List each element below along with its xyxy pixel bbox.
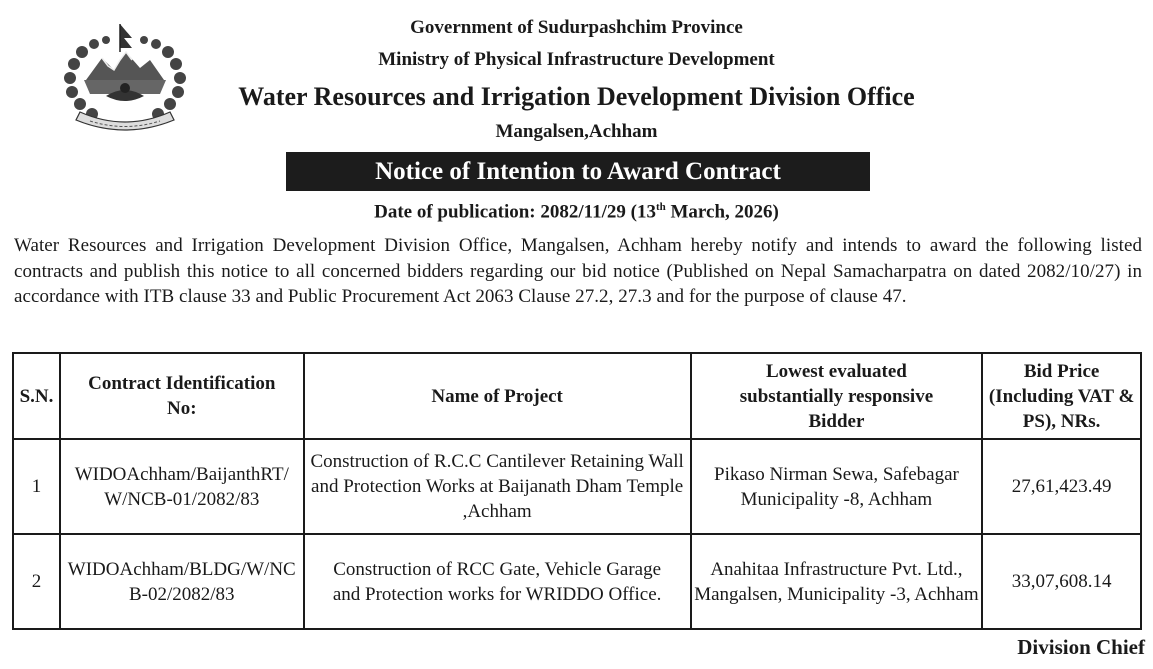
cell-sn: 1: [13, 439, 60, 534]
header-sn: S.N.: [13, 353, 60, 439]
publication-date-bs: 2082/11/29: [540, 201, 626, 223]
cell-project-text: Construction of RCC Gate, Vehicle Garage and Protection works for WRIDDO Office.: [332, 558, 662, 605]
header-project: Name of Project: [304, 353, 691, 439]
contracts-table: [12, 352, 1142, 630]
cell-contract-id-text: WIDOAchham/BLDG/W/NCB-02/2082/83: [67, 558, 296, 605]
ministry-name: Ministry of Physical Infrastructure Development: [378, 49, 775, 70]
publication-date-rest: March, 2026: [670, 201, 773, 223]
header-price: Bid Price (Including VAT & PS), NRs.: [982, 353, 1141, 439]
cell-price: 33,07,608.14: [982, 534, 1141, 629]
publication-label: Date of publication:: [374, 201, 536, 223]
cell-contract-id-text: WIDOAchham/BaijanthRT/W/NCB-01/2082/83: [74, 463, 289, 510]
signature-title: Division Chief: [1017, 635, 1145, 659]
publication-date: Date of publication: 2082/11/29 (13th March, 2026): [374, 201, 779, 223]
cell-contract-id: [60, 534, 304, 629]
government-name: Government of Sudurpashchim Province: [410, 17, 743, 38]
header-bidder-text: Lowest evaluated substantially responsive Bidder: [739, 360, 934, 432]
cell-project: [304, 534, 691, 629]
header-contract-id: [60, 353, 304, 439]
table-row: [13, 439, 1141, 534]
office-location: Mangalsen,Achham: [495, 121, 658, 142]
office-name: Water Resources and Irrigation Development Division Office: [238, 82, 915, 111]
publication-date-day: 13: [636, 201, 656, 223]
cell-project: Construction of R.C.C Cantilever Retaining Wall and Protection Works at Baijanath Dham Temple ,Achham: [304, 439, 691, 534]
notice-title: Notice of Intention to Award Contract: [286, 152, 870, 191]
header-bidder: [691, 353, 983, 439]
table-row: [13, 534, 1141, 629]
cell-price: 27,61,423.49: [982, 439, 1141, 534]
intro-paragraph: Water Resources and Irrigation Development Division Office, Mangalsen, Achham hereby notify and intends to award the following listed contracts and publish this notice to all concerned bidders regarding our bid notice (Published on Nepal Samacharpatra on dated 2082/10/27) in accordance with ITB clause 33 and Public Procurement Act 2063 Clause 27.2, 27.3 and for the purpose of clause 47.: [14, 235, 1142, 307]
table-header-row: [13, 353, 1141, 439]
cell-bidder: Anahitaa Infrastructure Pvt. Ltd., Mangalsen, Municipality -3, Achham: [691, 534, 983, 629]
header-contract-id-text: Contract Identification No:: [88, 373, 276, 419]
cell-contract-id: [60, 439, 304, 534]
publication-date-suffix: th: [655, 201, 666, 213]
cell-bidder: Pikaso Nirman Sewa, Safebagar Municipality -8, Achham: [691, 439, 983, 534]
cell-sn: 2: [13, 534, 60, 629]
